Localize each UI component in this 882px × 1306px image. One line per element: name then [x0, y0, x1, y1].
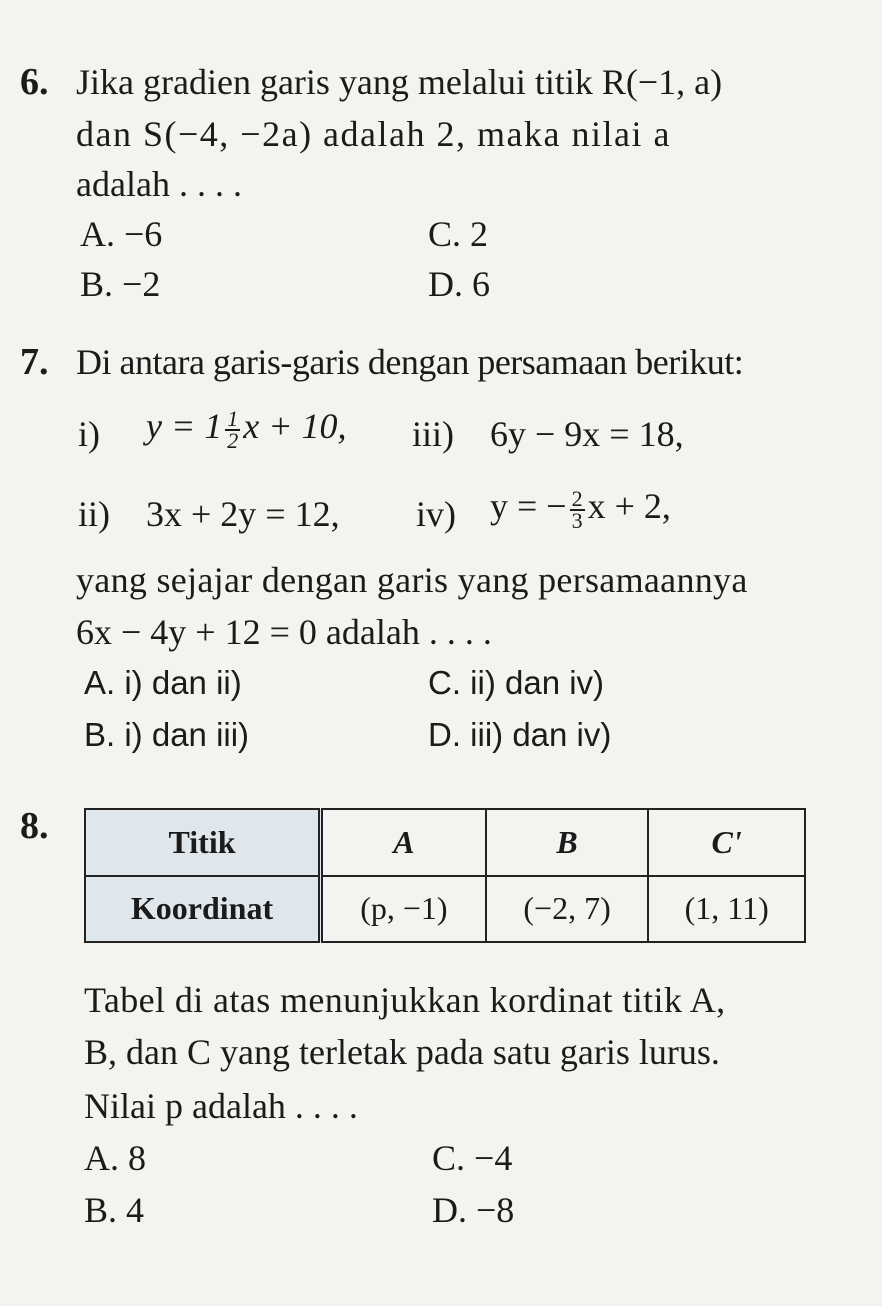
q7-option-d[interactable]: D. iii) dan iv)	[428, 716, 612, 753]
q7-eq-iii-label: iii)	[412, 414, 454, 454]
q7-eq-ii: 3x + 2y = 12,	[146, 494, 340, 534]
table-header-a: A	[321, 809, 486, 876]
table-cell-c: (1, 11)	[648, 876, 805, 943]
table-header-row	[85, 809, 805, 876]
q8-option-c[interactable]: C. −4	[432, 1138, 513, 1178]
q6-text-line2: dan S(−4, −2a) adalah 2, maka nilai a	[76, 114, 671, 154]
q6-option-d[interactable]: D. 6	[428, 264, 490, 304]
table-cell-b: (−2, 7)	[486, 876, 649, 943]
q8-option-d[interactable]: D. −8	[432, 1190, 515, 1230]
coordinate-table	[84, 808, 806, 943]
table-row	[85, 876, 805, 943]
q7-eq-i-label: i)	[78, 414, 100, 454]
table-header-b: B	[486, 809, 649, 876]
q6-option-b[interactable]: B. −2	[80, 264, 161, 304]
q6-number: 6.	[20, 61, 49, 103]
q8-number: 8.	[20, 805, 49, 847]
q7-text-line-a: yang sejajar dengan garis yang persamaannya	[76, 560, 748, 600]
fraction-two-thirds: $\frac{2}{3}$	[571, 485, 583, 533]
q7-eq-iv-label: iv)	[416, 494, 456, 534]
table-cell-a: (p, −1)	[321, 876, 486, 943]
table-header-titik: Titik	[85, 809, 321, 876]
table-header-c: C'	[648, 809, 805, 876]
q8-option-b[interactable]: B. 4	[84, 1190, 145, 1230]
fraction-one-half: $\frac{1}{2}$	[227, 405, 239, 453]
q6-option-a[interactable]: A. −6	[80, 214, 163, 254]
q8-text-line2: B, dan C yang terletak pada satu garis lurus.	[84, 1032, 720, 1072]
q7-intro: Di antara garis-garis dengan persamaan berikut:	[76, 342, 744, 382]
q6-text-line3: adalah . . . .	[76, 164, 242, 204]
q7-option-b[interactable]: B. i) dan iii)	[84, 716, 250, 753]
q7-eq-iv: y = − $\frac{2}{3}$ x + 2,	[490, 485, 671, 533]
q8-text-line3: Nilai p adalah . . . .	[84, 1086, 358, 1126]
q7-eq-ii-label: ii)	[78, 494, 110, 534]
q6-text-line1: Jika gradien garis yang melalui titik R(−1, a)	[76, 62, 723, 102]
q7-eq-i: y = 1 $\frac{1}{2}$ x + 10,	[146, 405, 347, 453]
q7-option-a[interactable]: A. i) dan ii)	[84, 664, 242, 701]
q6-option-c[interactable]: C. 2	[428, 214, 489, 254]
table-cell-koordinat: Koordinat	[85, 876, 321, 943]
q7-number: 7.	[20, 341, 49, 383]
q8-option-a[interactable]: A. 8	[84, 1138, 146, 1178]
q7-eq-iii: 6y − 9x = 18,	[490, 414, 684, 454]
q8-text-line1: Tabel di atas menunjukkan kordinat titik A,	[84, 980, 726, 1020]
q7-text-line-b: 6x − 4y + 12 = 0 adalah . . . .	[76, 612, 492, 652]
q7-option-c[interactable]: C. ii) dan iv)	[428, 664, 605, 701]
